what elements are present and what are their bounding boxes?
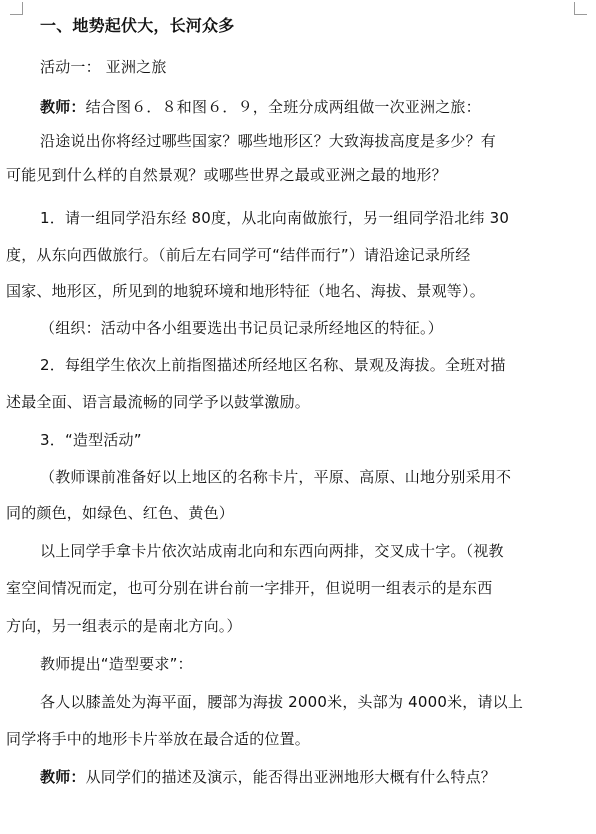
list-item-1-line: 1．请一组同学沿东经 80度，从北向南做旅行，另一组同学沿北纬 30 [40, 209, 510, 227]
list-item-2-line: 述最全面、语言最流畅的同学予以鼓掌激励。 [6, 393, 311, 411]
teacher-question-text: 从同学们的描述及演示，能否得出亚洲地形大概有什么特点？ [85, 768, 497, 786]
activity-title: 活动一： 亚洲之旅 [40, 58, 167, 76]
list-item-1-line: 度，从东向西做旅行。（前后左右同学可“结伴而行”）请沿途记录所经 [6, 246, 471, 264]
paragraph-line: 室空间情况而定，也可分别在讲台前一字排开，但说明一组表示的是东西 [6, 579, 493, 597]
section-heading: 一、地势起伏大，长河众多 [40, 16, 235, 35]
teacher-label: 教师： [40, 768, 86, 786]
page-corner-mark-right [574, 2, 587, 15]
list-item-2-line: 2．每组学生依次上前指图描述所经地区名称、景观及海拔。全班对描 [40, 356, 506, 374]
teacher-instruction-text: 结合图６．８和图６．９，全班分成两组做一次亚洲之旅： [85, 98, 481, 116]
organization-note: （组织：活动中各小组要选出书记员记录所经地区的特征。） [40, 319, 443, 337]
paragraph-line: 教师提出“造型要求”： [40, 655, 193, 673]
paragraph-line: 同学将手中的地形卡片举放在最合适的位置。 [6, 730, 311, 748]
teacher-label: 教师： [40, 98, 86, 116]
page-corner-mark-left [10, 2, 23, 15]
list-item-3: 3．“造型活动” [40, 431, 142, 449]
paragraph-line: 可能见到什么样的自然景观？或哪些世界之最或亚洲之最的地形？ [6, 166, 447, 184]
preparation-note-line: （教师课前准备好以上地区的名称卡片，平原、高原、山地分别采用不 [40, 468, 512, 486]
teacher-instruction [40, 97, 481, 117]
teacher-question [40, 767, 496, 787]
paragraph-line: 以上同学手拿卡片依次站成南北向和东西向两排，交叉成十字。（视教 [40, 542, 504, 560]
preparation-note-line: 同的颜色，如绿色、红色、黄色） [6, 504, 235, 522]
paragraph-line: 方向，另一组表示的是南北方向。） [6, 617, 242, 635]
list-item-1-line: 国家、地形区，所见到的地貌环境和地形特征（地名、海拔、景观等）。 [6, 282, 485, 300]
paragraph-line: 沿途说出你将经过哪些国家？哪些地形区？大致海拔高度是多少？有 [40, 132, 497, 150]
paragraph-line: 各人以膝盖处为海平面，腰部为海拔 2000米，头部为 4000米，请以上 [40, 693, 524, 711]
